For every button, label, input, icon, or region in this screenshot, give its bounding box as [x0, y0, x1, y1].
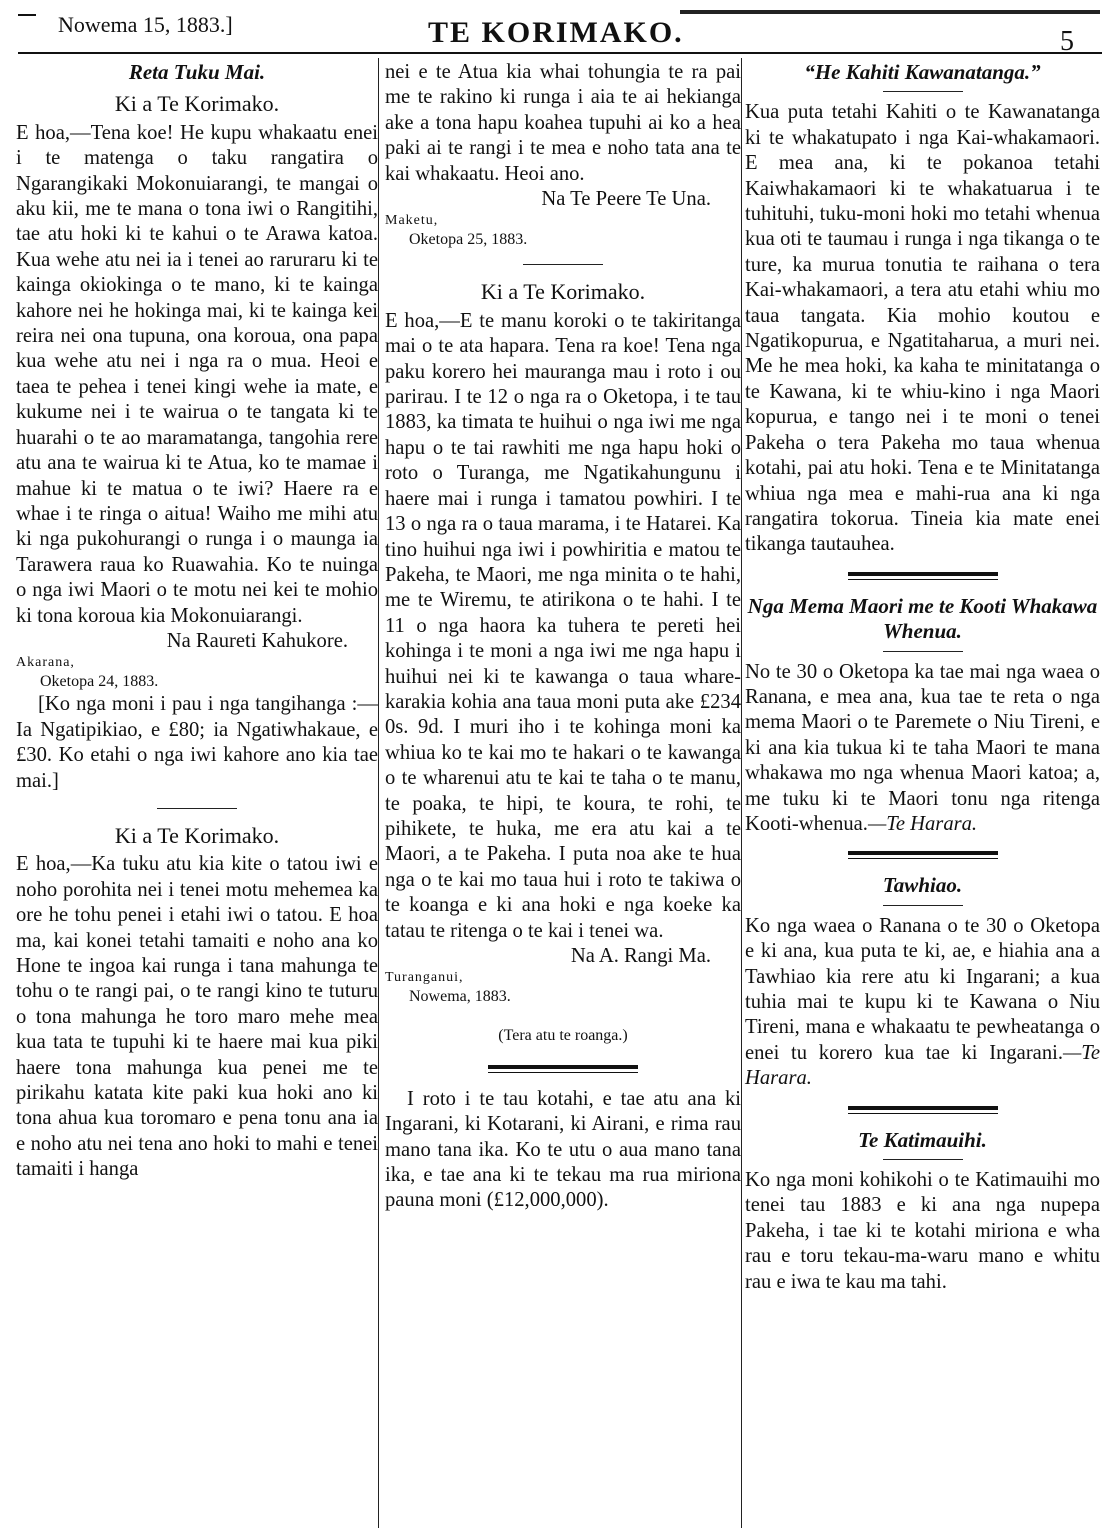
page-header: [0, 0, 1114, 56]
divider: [523, 264, 603, 265]
article-text: Ko nga waea o Ranana o te 30 o Oketopa e ki ana, kua puta te ki, ae, e hiahia ana a Tawhiao kia rere atu ki Ingarani; a kua tuhia mai te kupu ki te Kawana o Niu Tireni, mana e whakaatu te pewheatanga o enei tu korero kua tae ki Ingarani.: [745, 914, 1100, 1064]
letter-salutation: Ki a Te Korimako.: [114, 822, 280, 848]
letter-body: E hoa,—E te manu koroki o te takiritanga mai o te ata hapara. Tena ra koe! Tena nga paku korero hei mauranga mau i roto i ou parirau. I te 12 o nga ra o Oketopa, i te tau 1883, ka timata te huihui o nga iwi me nga hapu o te tai rawhiti me nga hapu hoki o roto o Turanga, me Ngatikahungunu i haere mai i runga i tamatou powhiri. I te 13 o nga ra o taua marama, i te Hatarei. Ka tino huihui nga iwi i powhiritia e matou te Pakeha, te Maori, me nga minita o te hahi, me te Wiremu, te atirikona o te hahi. I te 11 o nga haora ka tuhera te pereti hei kohinga i te moni a nga iwi me nga hapu i huihui nei ki te kawanga o taua whare-karakia kohia ana taua moni puta ake £234 0s. 9d. I muri iho i te kohinga moni ka whiua ko te kai mo te hakari o te kawanga o te wharenui atu te kai te taha o te manu, te poaka, te hipi, te koura, te rohi, te pihikete, te huka, me era atu kai a te Maori, a te Pakeha. I puta noa ake te hua nga o te kai mo taua hui i roto te takiwa o te koanga e ki ana hoki e nga koeke ka tatau te ritenga o te kai i tenei wa.: [385, 309, 741, 942]
section-heading: Reta Tuku Mai.: [128, 60, 266, 84]
letter-place: Maketu,: [385, 213, 439, 229]
continued-note: (Tera atu te roanga.): [498, 1027, 628, 1045]
letter-place: Akarana,: [16, 655, 75, 671]
header-rule: [18, 52, 1102, 54]
letter-date: Nowema, 1883.: [409, 988, 511, 1006]
divider: [883, 1159, 963, 1160]
header-left-rule: [18, 14, 36, 16]
article-heading: “He Kahiti Kawanatanga.”: [804, 60, 1041, 84]
double-divider: [848, 1106, 998, 1114]
masthead-title: TE KORIMAKO.: [428, 16, 684, 49]
article-body: Kua puta tetahi Kahiti o te Kawanatanga ki te whakatupato i nga Kai-whakamaori. E mea ana, ki te pokanoa tetahi Kaiwhakamaori ki te whakatuarua i te tuhituhi, tuku-moni hoki mo tetahi whenua kua oti te taumau i runga i nga tikanga o te ture, ka murua tonutia te raihana o tera Kai-whakamaori, a tera atu etahi whiu mo taua tangata. Kia mohio koutou e Ngatikopurua, e Ngatitaharua, a muri nei. Me he mea hoki, ka kaha te minitatanga o te Kawana, ki te whiu-kino i nga Maori kopurua, e tango nei i te moni o tenei Pakeha o tera Pakeha mo taua whenua kotahi, pai atu hoki. Tena e te Minitatanga whiua nga mea e mahi-rua ana ki nga rangatira tokorua. Tineia kia mate enei tikanga tautauhea.: [745, 101, 1100, 556]
letter-body-continued: nei e te Atua kia whai tohungia te ra pai me te rakino ki runga i aia te ai hekianga ake a tona hapu koahea tupuhi ai ko a hea paki ai te rangi i te mea e noho tata ana te kai whakaatu. Heoi ano.: [385, 61, 741, 185]
article-body: Ko nga moni kohikohi o te Katimauihi mo tenei tau 1883 e ki ana nga nupepa Pakeha, i tae ki te kotahi miriona e wha rau e toru tekau-ma-waru mano e whitu rau e iwa te kau ma tahi.: [745, 1169, 1100, 1293]
editor-note: [Ko nga moni i pau i nga tangihanga :—Ia Ngatipikiao, e £80; ia Ngatiwhakaue, e £30. Ko etahi o nga iwi kahore ano kia tae mai.]: [16, 693, 378, 792]
article-heading: Te Katimauihi.: [858, 1127, 987, 1152]
page-number: 5: [1060, 26, 1074, 57]
divider: [883, 651, 963, 652]
column-separator: [378, 58, 379, 1528]
article-text: No te 30 o Oketopa ka tae mai nga waea o Ranana, e mea ana, kua tae te reta o nga mema Maori o te Paremete o Niu Tireni, e ki ana kia tukua ki te taha Maori te mana whakawa mo nga whenua Maori katoa; a, me tuku ki te Maori tonu nga ritenga Kooti-whenua.: [745, 660, 1100, 835]
letter-salutation: Ki a Te Korimako.: [480, 279, 646, 305]
fish-paragraph: I roto i te tau kotahi, e tae atu ana ki Ingarani, ki Kotarani, ki Airani, e rima rau mano tana ika. Ko te utu o aua mano tana ika, e tae ana ki te tekau ma rua miriona pauna moni (£12,000,000).: [385, 1087, 741, 1212]
divider: [883, 91, 963, 92]
letter-signature: Na Te Peere Te Una.: [541, 188, 711, 211]
column-2: [385, 60, 741, 1214]
article-heading: Nga Mema Maori me te Kooti Whakawa Whenua.: [747, 593, 1098, 644]
column-separator: [741, 58, 742, 1528]
article-body: [745, 660, 1100, 838]
letter-signature: Na A. Rangi Ma.: [570, 945, 711, 967]
article-source: —Te Harara.: [745, 1041, 1100, 1090]
double-divider: [848, 572, 998, 580]
letter-signature: Na Raureti Kahukore.: [166, 629, 348, 652]
letter-salutation: Ki a Te Korimako.: [114, 91, 280, 117]
article-source: —Te Harara.: [867, 812, 978, 835]
header-decorative-bar: [680, 10, 1100, 14]
article-heading: Tawhiao.: [882, 873, 963, 898]
column-3: [745, 60, 1100, 1295]
double-divider: [848, 851, 998, 859]
double-divider: [488, 1065, 638, 1073]
divider: [157, 808, 237, 809]
letter-body: E hoa,—Ka tuku atu kia kite o tatou iwi e noho porohita nei i tenei motu mehemea ka ore he tohu penei i etahi iwi o tatou. E hoa ma, kai konei tetahi tamaiti e noho ana ko Hone te ingoa kai runga i tana mahunga te tohu o te rangi pai, o te rangi kino te tuturu o tona mahunga he toro maro mehe mea kua tata te tupuhi ki te haere mai kua piki haere tona mahunga kua penei me te pirikahu katata kite paki kua hoki ano ki tona ahua kua toromaro e pena tonu ana ia e noho atu nei tena ano hoki to mahi e tenei tamaiti i hanga: [16, 853, 378, 1181]
divider: [883, 905, 963, 906]
letter-body: E hoa,—Tena koe! He kupu whakaatu enei i te matenga o taku rangatira o Ngarangikaki Mokonuiarangi, te mangai o aku kii, me te mana o tona iwi o Rangitihi, tae atu hoki ki te kahui o te Arawa katoa. Kua wehe atu nei ia i tenei ao raruraru ki te kainga okiokinga o te mano, ki te kainga kahore nei he hokinga mai, ki te kainga kei reira nei ona tupuna, ona koroua, ona papa kua wehe atu nei i nga ra o mua. Heoi e taea te pehea i tenei kingi wehe ia mate, e kukume nei i te wairua o te tangata ki te huarahi o te ao maramatanga, tangohia rere atu ana te wairua ki te Atua, ko te mamae i mahue ki te matua o te iwi? Haere ra e whae i te ringa o aitua! Waiho me mihi atu ki nga pukohurangi o runga i o maunga ia Tarawera raua ko Ruawahia. Ko te nuinga o nga iwi Maori o te motu nei kei te mohio ki tona koroua kia Mokonuiarangi.: [16, 121, 378, 627]
issue-date: Nowema 15, 1883.]: [58, 12, 233, 37]
letter-date: Oketopa 25, 1883.: [409, 231, 528, 249]
article-body: [745, 914, 1100, 1092]
column-1: [16, 60, 378, 1183]
letter-date: Oketopa 24, 1883.: [40, 673, 159, 691]
letter-place: Turanganui,: [385, 970, 464, 986]
